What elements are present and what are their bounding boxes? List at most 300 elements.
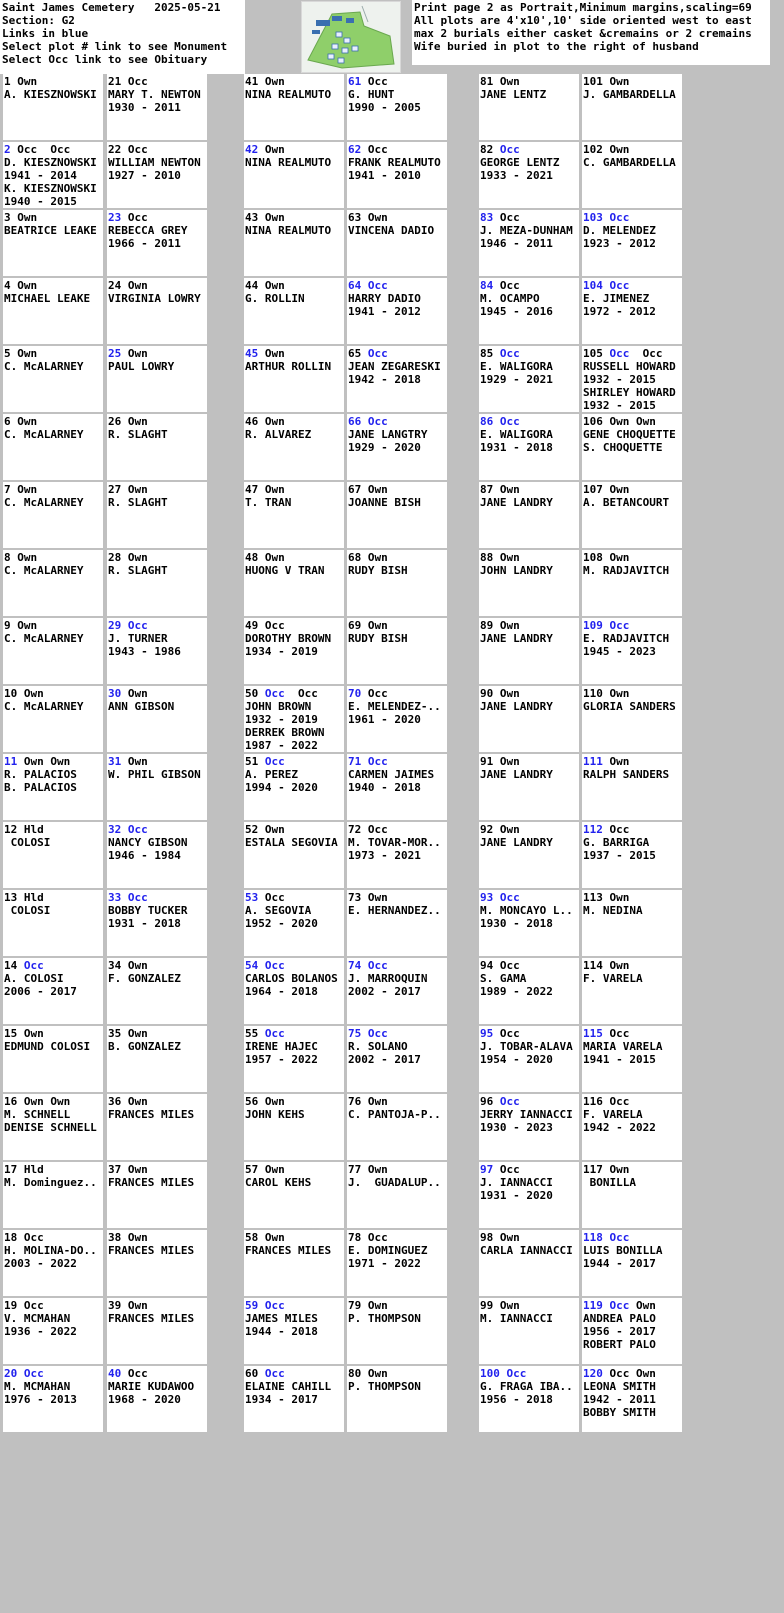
plot-status-line: [348, 1299, 447, 1312]
plot-number: 55: [245, 1027, 259, 1040]
plot-status: Own: [17, 619, 38, 632]
links-legend: Links in blue: [2, 27, 89, 40]
plot-number: 19: [4, 1299, 18, 1312]
plot-status: Own: [609, 959, 630, 972]
occupant-status-link[interactable]: Occ: [499, 415, 520, 428]
plot-number: 102: [583, 143, 603, 156]
plot-status-line: [480, 1095, 579, 1108]
plot-cell: [107, 1026, 207, 1092]
plot-status-line: [480, 1367, 579, 1380]
plot-status-line: [245, 619, 344, 632]
plot-status-line: [4, 619, 103, 632]
plot-number: 114: [583, 959, 603, 972]
owner-name: J. GAMBARDELLA: [583, 88, 676, 101]
occupant-status-link[interactable]: Occ: [367, 415, 388, 428]
occupant-status-link[interactable]: Occ: [127, 891, 148, 904]
occupant-status-link[interactable]: Occ: [499, 143, 520, 156]
plot-status-line: [4, 279, 103, 292]
owner-name: GEORGE LENTZ: [480, 156, 560, 169]
occupant-status-link[interactable]: Occ: [23, 1367, 44, 1380]
plot-cell: [107, 754, 207, 820]
plot-number-link[interactable]: 2: [4, 143, 11, 156]
plot-cell: [107, 278, 207, 344]
occupant-status-link[interactable]: Occ: [367, 279, 388, 292]
occupant-status-link[interactable]: Occ: [264, 1299, 285, 1312]
plot-number-link[interactable]: 104: [583, 279, 603, 292]
plot-cell: [107, 1366, 207, 1432]
owner-name: R. SOLANO: [348, 1040, 408, 1053]
plot-number-link[interactable]: 97: [480, 1163, 494, 1176]
owner-name: ESTALA SEGOVIA: [245, 836, 338, 849]
owner-name: JOHN LANDRY: [480, 564, 553, 577]
plot-number-link[interactable]: 70: [348, 687, 362, 700]
plot-status: Own: [499, 1231, 520, 1244]
plot-number-link[interactable]: 40: [108, 1367, 122, 1380]
plot-cell: [347, 74, 447, 140]
plot-cell: [347, 142, 447, 208]
plot-number-link[interactable]: 54: [245, 959, 259, 972]
owner-name: BOBBY TUCKER: [108, 904, 188, 917]
plot-status: Own: [23, 1027, 44, 1040]
plot-status-line: [348, 959, 447, 972]
plot-status: Occ: [367, 687, 388, 700]
plot-status: Hld: [23, 891, 44, 904]
owner-name: V. MCMAHAN: [4, 1312, 71, 1325]
owner-name: FRANCES MILES: [108, 1312, 195, 1325]
plot-status-line: [583, 959, 682, 972]
plot-number: 38: [108, 1231, 122, 1244]
owner-name: JOANNE BISH: [348, 496, 421, 509]
plot-cell: [582, 1026, 682, 1092]
owner-name: C. McALARNEY: [4, 632, 84, 645]
owner-name: M. NEDINA: [583, 904, 643, 917]
burial-dates: 2002 - 2017: [348, 985, 421, 998]
plot-cell: [582, 958, 682, 1024]
plot-status-line: [245, 551, 344, 564]
plot-number: 113: [583, 891, 603, 904]
plot-cell: [244, 1162, 344, 1228]
plot-number-link[interactable]: 103: [583, 211, 603, 224]
occupant-status-link[interactable]: Occ: [264, 959, 285, 972]
burial-dates: 1964 - 2018: [245, 985, 318, 998]
owner-name: J. IANNACCI: [480, 1176, 553, 1189]
plot-cell: [347, 958, 447, 1024]
plot-number: 49: [245, 619, 259, 632]
plot-cell: [244, 822, 344, 888]
owner-name: BONILLA: [583, 1176, 636, 1189]
owner-name: JERRY IANNACCI: [480, 1108, 573, 1121]
plot-cell: [479, 74, 579, 140]
plot-number-link[interactable]: 74: [348, 959, 362, 972]
plot-status-line: [348, 75, 447, 88]
occupant-status-link[interactable]: Occ: [609, 347, 630, 360]
plot-status: Own: [264, 551, 285, 564]
burial-dates: 1945 - 2023: [583, 645, 656, 658]
owner-name: G. HUNT: [348, 88, 395, 101]
plot-cell: [347, 1230, 447, 1296]
plot-status-line: [348, 1027, 447, 1040]
plot-status: Own: [499, 1299, 520, 1312]
occupant-status-link[interactable]: Occ: [609, 1231, 630, 1244]
plot-status: Own: [499, 823, 520, 836]
plot-number: 77: [348, 1163, 362, 1176]
plot-cell: [3, 754, 103, 820]
plot-number: 68: [348, 551, 362, 564]
owner-name: FRANCES MILES: [108, 1108, 195, 1121]
plot-cell: [582, 482, 682, 548]
plot-status-line: [108, 619, 207, 632]
plot-status-line: [583, 755, 682, 768]
plot-number: 44: [245, 279, 259, 292]
plot-number-link[interactable]: 120: [583, 1367, 603, 1380]
plot-number-link[interactable]: 86: [480, 415, 494, 428]
plot-status-line: [4, 1095, 103, 1108]
plot-cell: [107, 210, 207, 276]
plot-number: 7: [4, 483, 11, 496]
burial-limit-note: max 2 burials either casket &cremains or 2 cremains: [414, 27, 752, 40]
owner-name: JANE LANDRY: [480, 496, 553, 509]
owner-name: R. SLAGHT: [108, 428, 168, 441]
plot-number: 82: [480, 143, 494, 156]
plot-number: 117: [583, 1163, 603, 1176]
plot-status: Hld: [23, 1163, 44, 1176]
plot-number-link[interactable]: 111: [583, 755, 603, 768]
plot-cell: [244, 1094, 344, 1160]
cemetery-header-info: [0, 0, 245, 74]
plot-number-link[interactable]: 61: [348, 75, 362, 88]
plot-cell: [479, 1162, 579, 1228]
plot-cell: [479, 1298, 579, 1364]
plot-cell: [244, 958, 344, 1024]
plot-status-line: [348, 143, 447, 156]
plot-cell: [3, 1162, 103, 1228]
plot-number-link[interactable]: 83: [480, 211, 494, 224]
plot-status-line: [245, 483, 344, 496]
plot-status-line: [348, 483, 447, 496]
plot-number-link[interactable]: 118: [583, 1231, 603, 1244]
cemetery-map-thumbnail[interactable]: [301, 1, 401, 73]
plot-number: 36: [108, 1095, 122, 1108]
occupant-status-link[interactable]: Occ: [367, 755, 388, 768]
plot-cell: [582, 278, 682, 344]
plot-number-link[interactable]: 31: [108, 755, 122, 768]
plot-status-line: [108, 143, 207, 156]
burial-dates: 1989 - 2022: [480, 985, 553, 998]
plot-number-link[interactable]: 93: [480, 891, 494, 904]
plot-status-line: [583, 347, 682, 360]
plot-status: Own: [264, 279, 285, 292]
plot-status-line: [480, 755, 579, 768]
plot-number: 27: [108, 483, 122, 496]
plot-number: 22: [108, 143, 122, 156]
plot-status: Own: [17, 75, 38, 88]
plot-number: 76: [348, 1095, 362, 1108]
owner-name: M. SCHNELL: [4, 1108, 71, 1121]
plot-status: Own: [17, 279, 38, 292]
burial-dates: 1966 - 2011: [108, 237, 181, 250]
plot-number-link[interactable]: 112: [583, 823, 603, 836]
occupant-status-link[interactable]: Occ: [609, 211, 630, 224]
plot-status-line: [583, 211, 682, 224]
plot-number-link[interactable]: 84: [480, 279, 494, 292]
plot-number: 65: [348, 347, 362, 360]
plot-status: Own: [264, 1163, 285, 1176]
plot-cell: [479, 1230, 579, 1296]
plot-status-line: [480, 619, 579, 632]
burial-dates: 1946 - 1984: [108, 849, 181, 862]
owner-name: CARLA IANNACCI: [480, 1244, 573, 1257]
plot-status-line: [583, 483, 682, 496]
plot-number-link[interactable]: 32: [108, 823, 122, 836]
plot-status-line: [583, 687, 682, 700]
owner-name: JOHN KEHS: [245, 1108, 305, 1121]
plot-cell: [479, 1094, 579, 1160]
plot-number-link[interactable]: 64: [348, 279, 362, 292]
plot-status-line: [108, 959, 207, 972]
plot-number: 105: [583, 347, 603, 360]
plot-status-line: [108, 415, 207, 428]
owner-name: CARMEN JAIMES: [348, 768, 435, 781]
plot-status-line: [480, 1299, 579, 1312]
plot-number-link[interactable]: 100: [480, 1367, 500, 1380]
burial-dates: 1930 - 2023: [480, 1121, 553, 1134]
plot-number: 41: [245, 75, 259, 88]
plot-status: Own: [609, 687, 630, 700]
plot-cell: [3, 686, 103, 752]
plot-status: Own: [17, 347, 38, 360]
plot-status-line: [4, 347, 103, 360]
burial-dates: 1941 - 2014: [4, 169, 77, 182]
plot-number-link[interactable]: 109: [583, 619, 603, 632]
plot-number-link[interactable]: 75: [348, 1027, 362, 1040]
occupant-status-link[interactable]: Occ: [127, 619, 148, 632]
plot-status-line: [348, 279, 447, 292]
plot-cell: [3, 1094, 103, 1160]
plot-cell: [582, 1298, 682, 1364]
plot-status: Own: [367, 483, 388, 496]
owner-name: E. WALIGORA: [480, 360, 553, 373]
plot-status-line: [4, 1027, 103, 1040]
plot-cell: [479, 754, 579, 820]
plot-number-link[interactable]: 95: [480, 1027, 494, 1040]
plot-status: Hld: [23, 823, 44, 836]
plot-status: Own: [264, 1095, 285, 1108]
owner-name: COLOSI: [4, 836, 51, 849]
occupant-status-link[interactable]: Occ: [264, 1367, 285, 1380]
plot-status: Occ: [264, 619, 285, 632]
owner-name: MICHAEL LEAKE: [4, 292, 91, 305]
plot-number-link[interactable]: 45: [245, 347, 259, 360]
plot-status: Own: [499, 687, 520, 700]
plot-number-link[interactable]: 33: [108, 891, 122, 904]
plot-status-secondary: Own: [50, 1095, 71, 1108]
plot-status-line: [245, 959, 344, 972]
occupant-status-link[interactable]: Occ: [499, 347, 520, 360]
occupant-status-link[interactable]: Occ: [367, 1027, 388, 1040]
plot-status-line: [4, 1367, 103, 1380]
plot-status: Own: [264, 211, 285, 224]
plot-number: 43: [245, 211, 259, 224]
plot-cell: [479, 686, 579, 752]
owner-name: P. THOMPSON: [348, 1312, 421, 1325]
plot-number-link[interactable]: 59: [245, 1299, 259, 1312]
occupant-status-link[interactable]: Occ: [264, 1027, 285, 1040]
plot-status: Own: [127, 483, 148, 496]
plot-cell: [3, 1298, 103, 1364]
plot-number-link[interactable]: 30: [108, 687, 122, 700]
plot-number: 106: [583, 415, 603, 428]
owner-name: R. SLAGHT: [108, 496, 168, 509]
plot-status: Occ: [367, 1231, 388, 1244]
plot-cell: [244, 278, 344, 344]
plot-status-line: [583, 75, 682, 88]
plot-number: 98: [480, 1231, 494, 1244]
plot-status: Occ: [127, 143, 148, 156]
plot-status: Own: [499, 551, 520, 564]
occupant-status-link[interactable]: Occ: [23, 959, 44, 972]
plot-cell: [479, 346, 579, 412]
plot-number: 85: [480, 347, 494, 360]
plot-status-line: [480, 1027, 579, 1040]
plot-number-link[interactable]: 20: [4, 1367, 18, 1380]
occupant-status-link[interactable]: Occ: [506, 1367, 527, 1380]
owner-name: GENE CHOQUETTE: [583, 428, 676, 441]
plot-number: 46: [245, 415, 259, 428]
occupant-status-link[interactable]: Occ: [609, 1299, 630, 1312]
plot-status: Occ: [499, 211, 520, 224]
owner-name: C. McALARNEY: [4, 360, 84, 373]
plot-status: Occ: [17, 143, 38, 156]
plot-status-line: [108, 75, 207, 88]
wife-placement-note: Wife buried in plot to the right of husband: [414, 40, 699, 53]
owner-name: MARIA VARELA: [583, 1040, 663, 1053]
plot-number: 107: [583, 483, 603, 496]
plot-cell: [3, 346, 103, 412]
occupant-status-link[interactable]: Occ: [367, 347, 388, 360]
plot-number: 8: [4, 551, 11, 564]
plot-number-link[interactable]: 29: [108, 619, 122, 632]
plot-number: 28: [108, 551, 122, 564]
burial-dates: 1931 - 2018: [108, 917, 181, 930]
plot-cell: [479, 414, 579, 480]
plot-status-line: [480, 347, 579, 360]
plot-number: 10: [4, 687, 18, 700]
plot-number: 79: [348, 1299, 362, 1312]
plot-number: 24: [108, 279, 122, 292]
burial-dates: 1929 - 2020: [348, 441, 421, 454]
plot-number-link[interactable]: 11: [4, 755, 18, 768]
occupant-status-link[interactable]: Occ: [127, 823, 148, 836]
plot-status-line: [108, 1367, 207, 1380]
burial-dates: 1944 - 2017: [583, 1257, 656, 1270]
plot-number-link[interactable]: 53: [245, 891, 259, 904]
plot-number: 14: [4, 959, 18, 972]
owner-name: W. PHIL GIBSON: [108, 768, 201, 781]
plot-number: 12: [4, 823, 18, 836]
owner-name: E. MELENDEZ-..: [348, 700, 441, 713]
plot-status-line: [480, 483, 579, 496]
owner-name: JANE LENTZ: [480, 88, 547, 101]
owner-name: M. MCMAHAN: [4, 1380, 71, 1393]
burial-dates: 1944 - 2018: [245, 1325, 318, 1338]
plot-status: Occ: [499, 959, 520, 972]
plot-cell: [347, 1298, 447, 1364]
plot-status-line: [245, 279, 344, 292]
plot-status: Own: [609, 1163, 630, 1176]
plot-status: Occ: [23, 1231, 44, 1244]
owner-name: CAROL KEHS: [245, 1176, 312, 1189]
burial-dates: 1968 - 2020: [108, 1393, 181, 1406]
occupant-status-link[interactable]: Occ: [499, 1095, 520, 1108]
owner-name: HUONG V TRAN: [245, 564, 325, 577]
plot-number: 5: [4, 347, 11, 360]
plot-number: 13: [4, 891, 18, 904]
occupant-status-link[interactable]: Occ: [609, 279, 630, 292]
plot-status-line: [245, 347, 344, 360]
owner-name: RUDY BISH: [348, 564, 408, 577]
plot-number: 48: [245, 551, 259, 564]
plot-status-secondary: Own: [636, 1367, 656, 1380]
plot-number-link[interactable]: 42: [245, 143, 259, 156]
plot-number-link[interactable]: 119: [583, 1299, 603, 1312]
owner-name: J. MARROQUIN: [348, 972, 428, 985]
occupant-status-link[interactable]: Occ: [499, 891, 520, 904]
plot-status-line: [583, 1027, 682, 1040]
plot-number: 81: [480, 75, 494, 88]
plot-status: Own: [127, 959, 148, 972]
owner-name: M. OCAMPO: [480, 292, 540, 305]
plot-number: 90: [480, 687, 494, 700]
plot-status: Own: [609, 551, 630, 564]
plot-status-line: [245, 1299, 344, 1312]
plot-cell: [3, 482, 103, 548]
plot-status-line: [348, 1367, 447, 1380]
plot-number-link[interactable]: 66: [348, 415, 362, 428]
plot-status-line: [583, 823, 682, 836]
occupant-status-link[interactable]: Occ: [367, 959, 388, 972]
plot-status-line: [245, 1027, 344, 1040]
plot-number-link[interactable]: 71: [348, 755, 362, 768]
plot-cell: [347, 754, 447, 820]
plot-number: 91: [480, 755, 494, 768]
plot-status-secondary: Own: [50, 755, 71, 768]
plot-number-link[interactable]: 62: [348, 143, 362, 156]
plot-status-line: [348, 415, 447, 428]
plot-status: Own: [499, 755, 520, 768]
plot-status-line: [348, 1163, 447, 1176]
plot-status-line: [348, 347, 447, 360]
plot-status: Occ: [127, 1367, 148, 1380]
occupant-status-link[interactable]: Occ: [264, 687, 285, 700]
plot-status-line: [108, 823, 207, 836]
plot-number-link[interactable]: 23: [108, 211, 122, 224]
owner-name: JANE LANDRY: [480, 836, 553, 849]
plot-number: 110: [583, 687, 603, 700]
plot-cell: [107, 414, 207, 480]
occupant-status-link[interactable]: Occ: [264, 755, 285, 768]
occupant-status-link[interactable]: Occ: [609, 619, 630, 632]
plot-number-link[interactable]: 25: [108, 347, 122, 360]
plot-cell: [347, 890, 447, 956]
plot-number-link[interactable]: 115: [583, 1027, 603, 1040]
owner-name: ANN GIBSON: [108, 700, 175, 713]
plot-cell: [582, 1094, 682, 1160]
owner-name: CARLOS BOLANOS: [245, 972, 338, 985]
plot-number: 92: [480, 823, 494, 836]
plot-status-line: [480, 75, 579, 88]
plot-status: Own: [23, 687, 44, 700]
plot-cell: [582, 346, 682, 412]
